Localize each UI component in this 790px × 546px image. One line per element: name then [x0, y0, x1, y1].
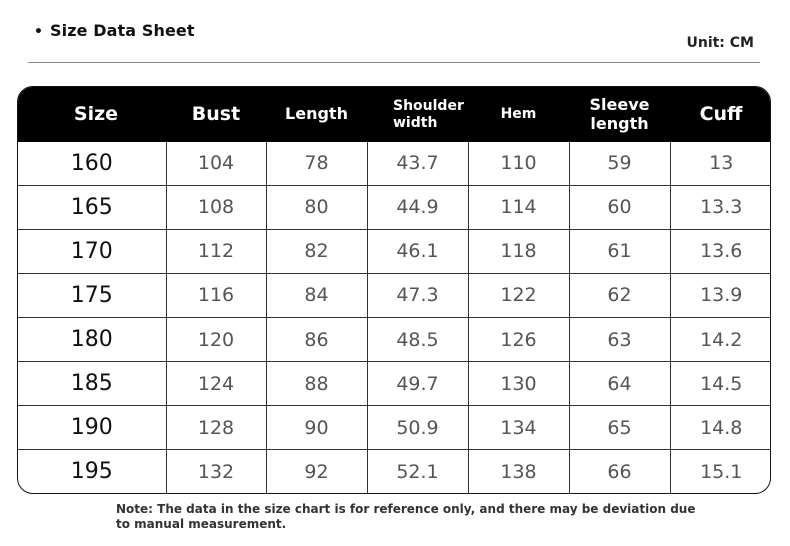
cell-bust: 104 — [166, 142, 266, 185]
cell-sleeve-length: 62 — [569, 273, 670, 317]
table-row — [18, 450, 771, 493]
cell-hem: 126 — [468, 317, 569, 361]
table-row — [18, 406, 771, 450]
table-row — [18, 273, 771, 317]
cell-size: 160 — [18, 142, 166, 185]
table-body — [18, 142, 771, 493]
cell-size: 180 — [18, 317, 166, 361]
size-table-container — [17, 86, 771, 494]
cell-shoulder-width: 46.1 — [367, 229, 468, 273]
cell-cuff: 13.9 — [670, 273, 771, 317]
cell-shoulder-width: 50.9 — [367, 406, 468, 450]
page-title — [34, 21, 195, 40]
cell-bust: 112 — [166, 229, 266, 273]
col-header-bust: Bust — [191, 102, 241, 125]
cell-cuff: 15.1 — [670, 450, 771, 493]
cell-hem: 114 — [468, 185, 569, 229]
cell-length: 84 — [266, 273, 367, 317]
table-row — [18, 185, 771, 229]
cell-size: 195 — [18, 450, 166, 493]
cell-length: 92 — [266, 450, 367, 493]
cell-bust: 124 — [166, 362, 266, 406]
cell-cuff: 14.2 — [670, 317, 771, 361]
cell-length: 90 — [266, 406, 367, 450]
cell-size: 175 — [18, 273, 166, 317]
cell-hem: 134 — [468, 406, 569, 450]
col-header-length: Length — [285, 104, 348, 124]
cell-sleeve-length: 66 — [569, 450, 670, 493]
cell-size: 190 — [18, 406, 166, 450]
cell-bust: 116 — [166, 273, 266, 317]
footnote: Note: The data in the size chart is for reference only, and there may be deviation due to manual measurement. — [116, 502, 696, 531]
cell-length: 82 — [266, 229, 367, 273]
col-header-sleeve-length: Sleeve length — [589, 95, 650, 133]
size-table — [18, 87, 771, 493]
col-header-hem: Hem — [500, 106, 537, 123]
cell-sleeve-length: 63 — [569, 317, 670, 361]
table-row — [18, 142, 771, 185]
col-header-size: Size — [73, 102, 119, 125]
cell-sleeve-length: 61 — [569, 229, 670, 273]
cell-shoulder-width: 52.1 — [367, 450, 468, 493]
cell-bust: 108 — [166, 185, 266, 229]
title-text: Size Data Sheet — [50, 21, 195, 40]
bullet-icon: • — [34, 24, 44, 40]
cell-shoulder-width: 47.3 — [367, 273, 468, 317]
cell-size: 170 — [18, 229, 166, 273]
cell-cuff: 13.6 — [670, 229, 771, 273]
cell-size: 185 — [18, 362, 166, 406]
sheet-header — [28, 18, 760, 63]
col-header-cuff: Cuff — [699, 102, 743, 125]
cell-hem: 130 — [468, 362, 569, 406]
table-header-row — [18, 87, 771, 142]
cell-length: 88 — [266, 362, 367, 406]
cell-bust: 128 — [166, 406, 266, 450]
cell-shoulder-width: 49.7 — [367, 362, 468, 406]
cell-shoulder-width: 44.9 — [367, 185, 468, 229]
cell-shoulder-width: 43.7 — [367, 142, 468, 185]
cell-length: 86 — [266, 317, 367, 361]
cell-size: 165 — [18, 185, 166, 229]
cell-hem: 118 — [468, 229, 569, 273]
table-row — [18, 362, 771, 406]
cell-sleeve-length: 65 — [569, 406, 670, 450]
table-row — [18, 317, 771, 361]
cell-cuff: 13.3 — [670, 185, 771, 229]
table-row — [18, 229, 771, 273]
col-header-shoulder-width: Shoulder width — [393, 98, 464, 131]
unit-label: Unit: CM — [686, 35, 754, 51]
cell-length: 78 — [266, 142, 367, 185]
cell-cuff: 13 — [670, 142, 771, 185]
cell-shoulder-width: 48.5 — [367, 317, 468, 361]
cell-hem: 122 — [468, 273, 569, 317]
cell-length: 80 — [266, 185, 367, 229]
cell-sleeve-length: 59 — [569, 142, 670, 185]
cell-cuff: 14.8 — [670, 406, 771, 450]
cell-bust: 132 — [166, 450, 266, 493]
cell-sleeve-length: 64 — [569, 362, 670, 406]
cell-hem: 110 — [468, 142, 569, 185]
cell-bust: 120 — [166, 317, 266, 361]
cell-cuff: 14.5 — [670, 362, 771, 406]
cell-hem: 138 — [468, 450, 569, 493]
cell-sleeve-length: 60 — [569, 185, 670, 229]
